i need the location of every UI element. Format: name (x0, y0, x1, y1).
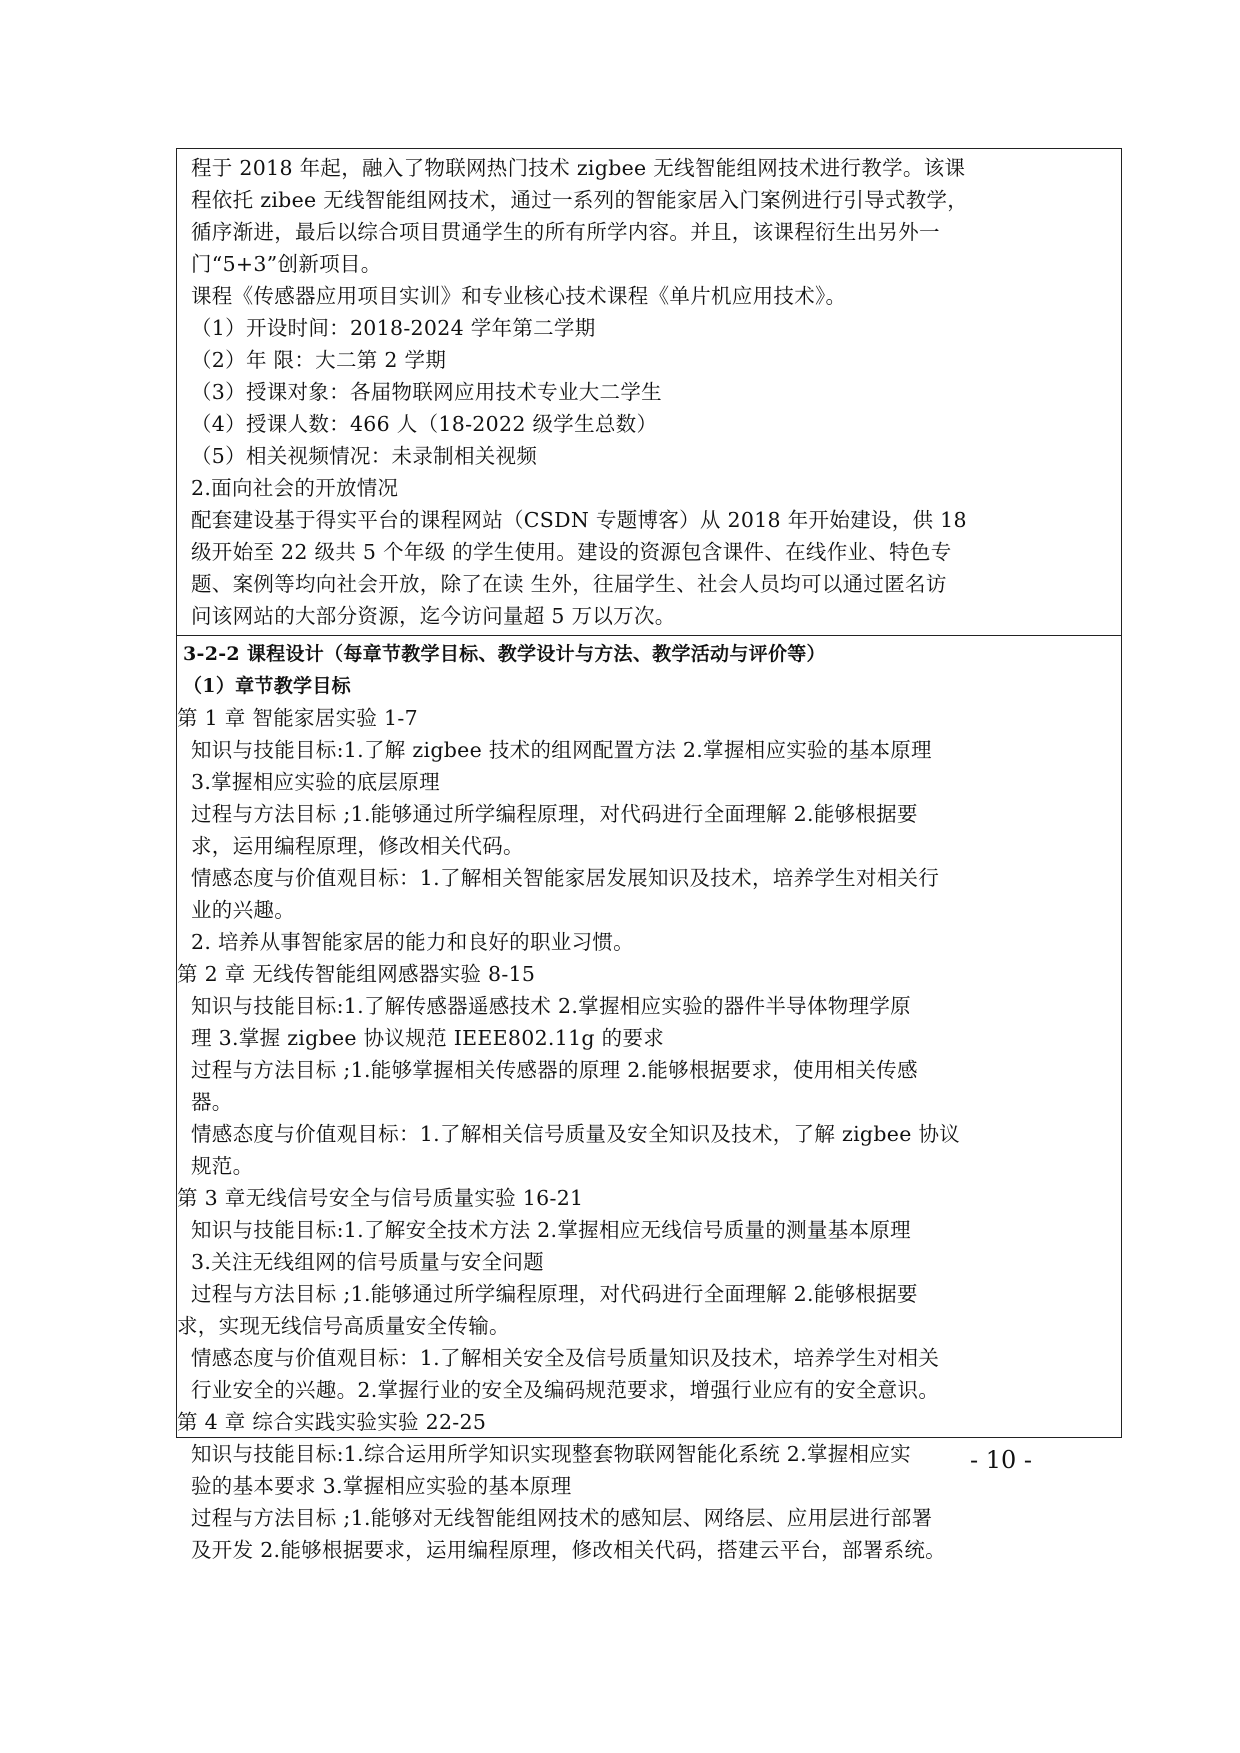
body-line: 配套建设基于得实平台的课程网站（CSDN 专题博客）从 2018 年开始建设，供 18 (191, 508, 967, 532)
body-line: （4）授课人数：466 人（18-2022 级学生总数） (191, 412, 658, 436)
body-line: （2）年 限：大二第 2 学期 (191, 348, 447, 372)
body-line: 过程与方法目标 ;1.能够对无线智能组网技术的感知层、网络层、应用层进行部署 (191, 1506, 933, 1530)
body-line: 题、案例等均向社会开放，除了在读 生外，往届学生、社会人员均可以通过匿名访 (191, 572, 947, 596)
body-line: 知识与技能目标:1.了解安全技术方法 2.掌握相应无线信号质量的测量基本原理 (191, 1218, 911, 1242)
body-line: 及开发 2.能够根据要求，运用编程原理，修改相关代码，搭建云平台，部署系统。 (191, 1538, 946, 1562)
subsection-heading: （1）章节教学目标 (183, 675, 351, 697)
body-line: 问该网站的大部分资源，迄今访问量超 5 万以万次。 (191, 604, 676, 628)
body-line: （5）相关视频情况：未录制相关视频 (191, 444, 538, 468)
body-line: 验的基本要求 3.掌握相应实验的基本原理 (191, 1474, 572, 1498)
body-line: 知识与技能目标:1.了解 zigbee 技术的组网配置方法 2.掌握相应实验的基本原理 (191, 738, 932, 762)
section-heading: 3-2-2 课程设计（每章节教学目标、教学设计与方法、教学活动与评价等） (183, 643, 826, 665)
chapter-title: 第 1 章 智能家居实验 1-7 (177, 706, 418, 730)
body-line: 情感态度与价值观目标：1.了解相关智能家居发展知识及技术，培养学生对相关行 (191, 866, 940, 890)
body-line: （1）开设时间：2018-2024 学年第二学期 (191, 316, 596, 340)
body-line: 程依托 zibee 无线智能组网技术，通过一系列的智能家居入门案例进行引导式教学， (191, 188, 969, 212)
chapter-title: 第 4 章 综合实践实验实验 22-25 (177, 1410, 487, 1434)
page-number: - 10 - (970, 1446, 1033, 1474)
body-line: 规范。 (191, 1154, 254, 1178)
section-label: 2.面向社会的开放情况 (191, 476, 399, 500)
body-line: 过程与方法目标 ;1.能够掌握相关传感器的原理 2.能够根据要求，使用相关传感 (191, 1058, 918, 1082)
body-line: 2. 培养从事智能家居的能力和良好的职业习惯。 (191, 930, 634, 954)
body-line: 情感态度与价值观目标：1.了解相关信号质量及安全知识及技术，了解 zigbee 协议 (191, 1122, 961, 1146)
body-line: 求，实现无线信号高质量安全传输。 (177, 1314, 510, 1338)
body-line: 3.掌握相应实验的底层原理 (191, 770, 440, 794)
chapter-title: 第 2 章 无线传智能组网感器实验 8-15 (177, 962, 536, 986)
body-line: 过程与方法目标 ;1.能够通过所学编程原理，对代码进行全面理解 2.能够根据要 (191, 802, 918, 826)
body-line: 求，运用编程原理，修改相关代码。 (191, 834, 524, 858)
body-line: 程于 2018 年起，融入了物联网热门技术 zigbee 无线智能组网技术进行教学。该课 (191, 156, 966, 180)
body-line: 门“5+3”创新项目。 (191, 252, 382, 276)
body-line: 业的兴趣。 (191, 898, 295, 922)
body-line: 行业安全的兴趣。2.掌握行业的安全及编码规范要求，增强行业应有的安全意识。 (191, 1378, 940, 1402)
body-line: 级开始至 22 级共 5 个年级 的学生使用。建设的资源包含课件、在线作业、特色专 (191, 540, 952, 564)
body-line: 3.关注无线组网的信号质量与安全问题 (191, 1250, 544, 1274)
body-line: 理 3.掌握 zigbee 协议规范 IEEE802.11g 的要求 (191, 1026, 665, 1050)
body-line: 循序渐进，最后以综合项目贯通学生的所有所学内容。并且，该课程衍生出另外一 (191, 220, 940, 244)
body-line: 课程《传感器应用项目实训》和专业核心技术课程《单片机应用技术》。 (191, 284, 847, 308)
body-line: 知识与技能目标:1.了解传感器遥感技术 2.掌握相应实验的器件半导体物理学原 (191, 994, 911, 1018)
body-line: 过程与方法目标 ;1.能够通过所学编程原理，对代码进行全面理解 2.能够根据要 (191, 1282, 918, 1306)
body-line: 情感态度与价值观目标：1.了解相关安全及信号质量知识及技术，培养学生对相关 (191, 1346, 940, 1370)
body-line: （3）授课对象：各届物联网应用技术专业大二学生 (191, 380, 662, 404)
body-line: 器。 (191, 1090, 233, 1114)
course-info-cell (177, 149, 1121, 636)
chapter-title: 第 3 章无线信号安全与信号质量实验 16-21 (177, 1186, 584, 1210)
body-line: 知识与技能目标:1.综合运用所学知识实现整套物联网智能化系统 2.掌握相应实 (191, 1442, 911, 1466)
